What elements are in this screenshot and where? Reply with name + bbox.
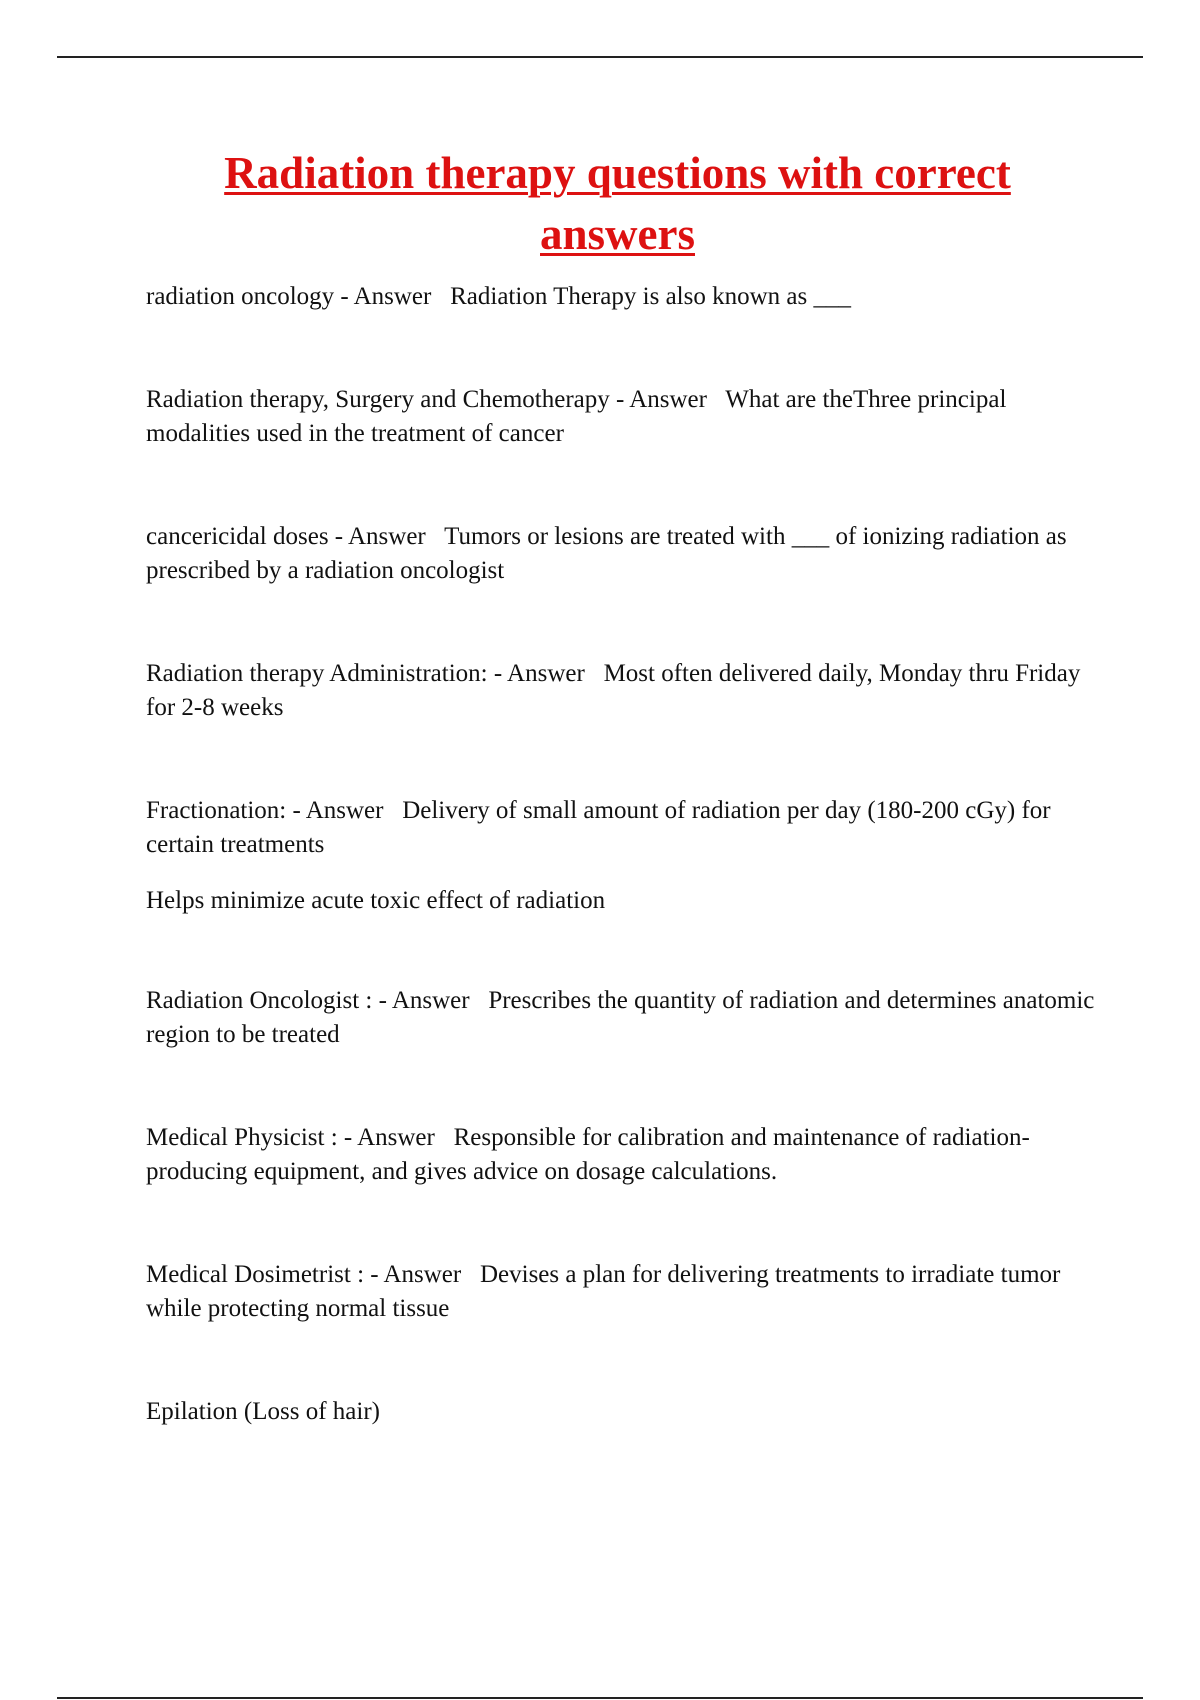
- document-title: Radiation therapy questions with correct answers: [224, 148, 1011, 259]
- question-text: Tumors or lesions are treated with ___ of ionizing radiation as prescribed by a radiation oncologist: [146, 523, 1067, 584]
- answer-text: Fractionation: - Answer: [146, 797, 384, 824]
- extra-text: Helps minimize acute toxic effect of radiation: [146, 887, 606, 914]
- qa-entry-9: [146, 1395, 1096, 1429]
- answer-text: Medical Dosimetrist : - Answer: [146, 1261, 462, 1288]
- question-text: Delivery of small amount of radiation per day (180-200 cGy) for certain treatments: [146, 797, 1051, 858]
- answer-text: Medical Physicist : - Answer: [146, 1124, 435, 1151]
- top-rule: [57, 56, 1143, 58]
- qa-entry-7: [146, 1121, 1096, 1189]
- qa-entry-5-extra: [146, 884, 1096, 918]
- answer-text: Radiation therapy, Surgery and Chemotherapy - Answer: [146, 386, 707, 413]
- qa-entry-8: [146, 1258, 1096, 1326]
- answer-text: Radiation Oncologist : - Answer: [146, 987, 470, 1014]
- qa-entry-4: [146, 657, 1096, 725]
- answer-text: radiation oncology - Answer: [146, 283, 432, 310]
- question-text: Responsible for calibration and maintenance of radiation-producing equipment, and gives advice on dosage calculations.: [146, 1124, 1030, 1185]
- qa-entry-3: [146, 520, 1096, 588]
- question-text: Radiation Therapy is also known as ___: [450, 283, 851, 310]
- question-text: Most often delivered daily, Monday thru Friday for 2-8 weeks: [146, 660, 1081, 721]
- question-text: Devises a plan for delivering treatments to irradiate tumor while protecting normal tissue: [146, 1261, 1061, 1322]
- question-text: Prescribes the quantity of radiation and determines anatomic region to be treated: [146, 987, 1095, 1048]
- answer-text: cancericidal doses - Answer: [146, 523, 426, 550]
- question-text: What are theThree principal modalities used in the treatment of cancer: [146, 386, 1007, 447]
- qa-entry-6: [146, 984, 1096, 1052]
- answer-text: Epilation (Loss of hair): [146, 1398, 380, 1425]
- qa-entry-1: [146, 280, 1096, 314]
- answer-text: Radiation therapy Administration: - Answer: [146, 660, 585, 687]
- bottom-rule: [57, 1697, 1143, 1699]
- qa-entry-2: [146, 383, 1096, 451]
- qa-entry-5: [146, 794, 1096, 862]
